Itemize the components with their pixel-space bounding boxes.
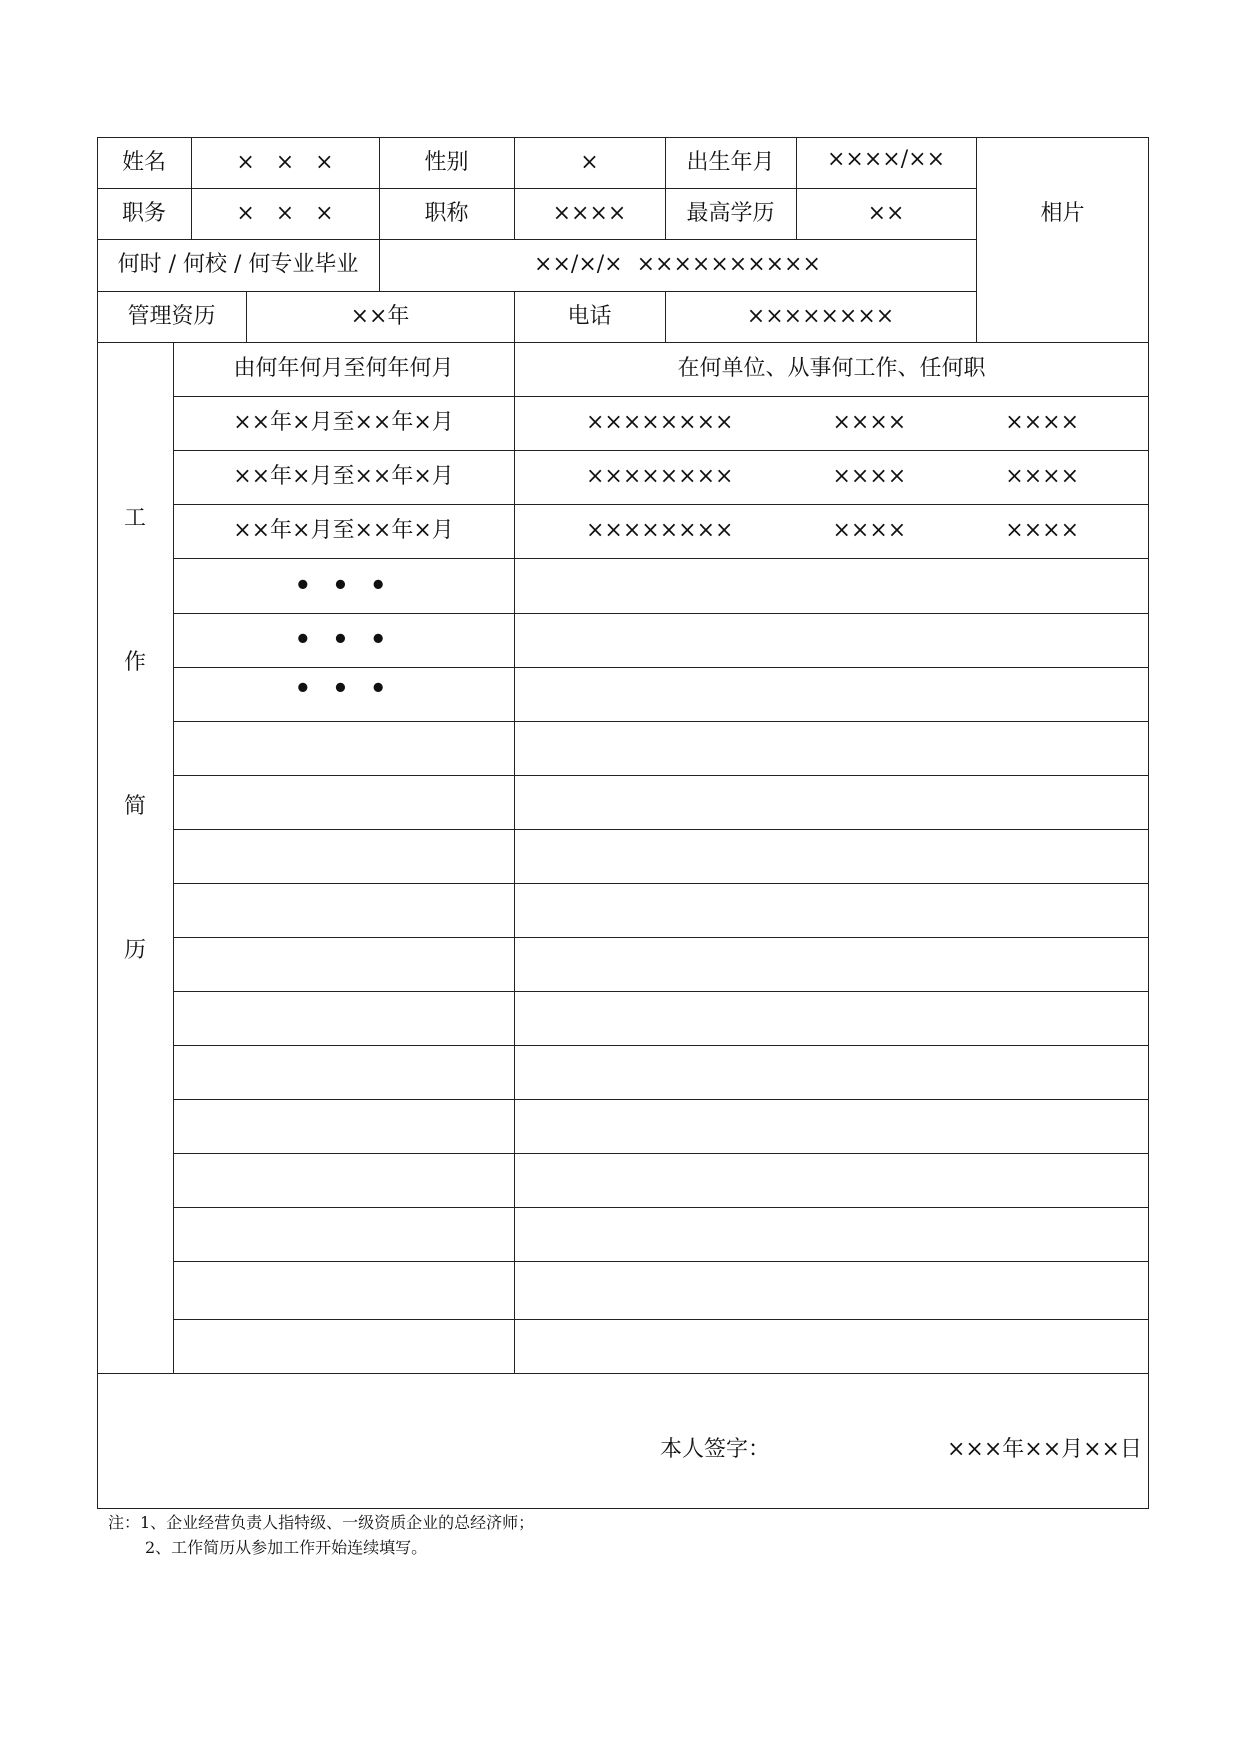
row-divider [173,829,1149,830]
section-char: 作 [123,650,146,675]
signature-label: 本人签字： [660,1437,771,1462]
title-value: ×××× [552,200,627,226]
row-divider [173,721,1149,722]
work-unit: ×××××××× [586,464,734,489]
work-unit: ×××××××× [586,410,734,435]
work-job: ×××× [832,464,907,489]
graduation-value: ××/×/× ×××××××××× [534,252,821,277]
row-divider [173,1153,1149,1154]
row-divider [173,937,1149,938]
ellipsis: • • • [294,674,393,704]
name-value: × × × [236,149,334,175]
mgmt-label: 管理资历 [127,303,216,329]
name-label: 姓名 [121,149,166,175]
section-char: 简 [123,794,146,819]
row-divider [173,1261,1149,1262]
work-post: ×××× [1005,464,1079,489]
row-divider [173,883,1149,884]
work-detail [514,504,1149,558]
row-divider [173,1099,1149,1100]
phone-value: ×××××××× [746,303,895,329]
section-char: 工 [123,506,146,531]
row-divider [173,991,1149,992]
work-period: ××年×月至××年×月 [233,410,454,435]
work-unit: ×××××××× [586,518,734,543]
footnote-1: 注：1、企业经营负责人指特级、一级资质企业的总经济师； [108,1513,535,1532]
graduation-label: 何时 / 何校 / 何专业毕业 [117,252,359,277]
work-post: ×××× [1005,518,1079,543]
work-detail [514,396,1149,450]
work-period: ××年×月至××年×月 [233,518,454,543]
gender-label: 性别 [424,149,469,175]
birth-label: 出生年月 [686,149,775,175]
position-label: 职务 [121,200,166,226]
row-divider [173,775,1149,776]
mgmt-value: ××年 [350,303,410,329]
row-divider [97,1373,1149,1374]
row-divider [173,1045,1149,1046]
row-divider [173,1207,1149,1208]
footnote-2: 2、工作简历从参加工作开始连续填写。 [145,1538,428,1557]
ellipsis: • • • [294,570,393,601]
birth-value: ××××/×× [826,146,945,172]
work-job: ×××× [832,410,907,435]
work-job: ×××× [832,518,907,543]
column-header-detail: 在何单位、从事何工作、任何职 [677,356,986,381]
photo-box: 相片 [1040,201,1085,226]
column-header-period: 由何年何月至何年何月 [233,356,454,381]
row-divider [173,1319,1149,1320]
work-detail [514,450,1149,504]
signature-date: ×××年××月××日 [946,1437,1142,1462]
ellipsis: • • • [294,625,393,655]
work-period: ××年×月至××年×月 [233,464,454,489]
education-label: 最高学历 [686,200,775,226]
title-label: 职称 [424,200,469,226]
work-post: ×××× [1005,410,1079,435]
gender-value: × [580,149,599,175]
section-char: 历 [123,938,146,963]
phone-label: 电话 [567,303,612,329]
education-value: ×× [867,200,905,226]
position-value: × × × [236,200,334,226]
